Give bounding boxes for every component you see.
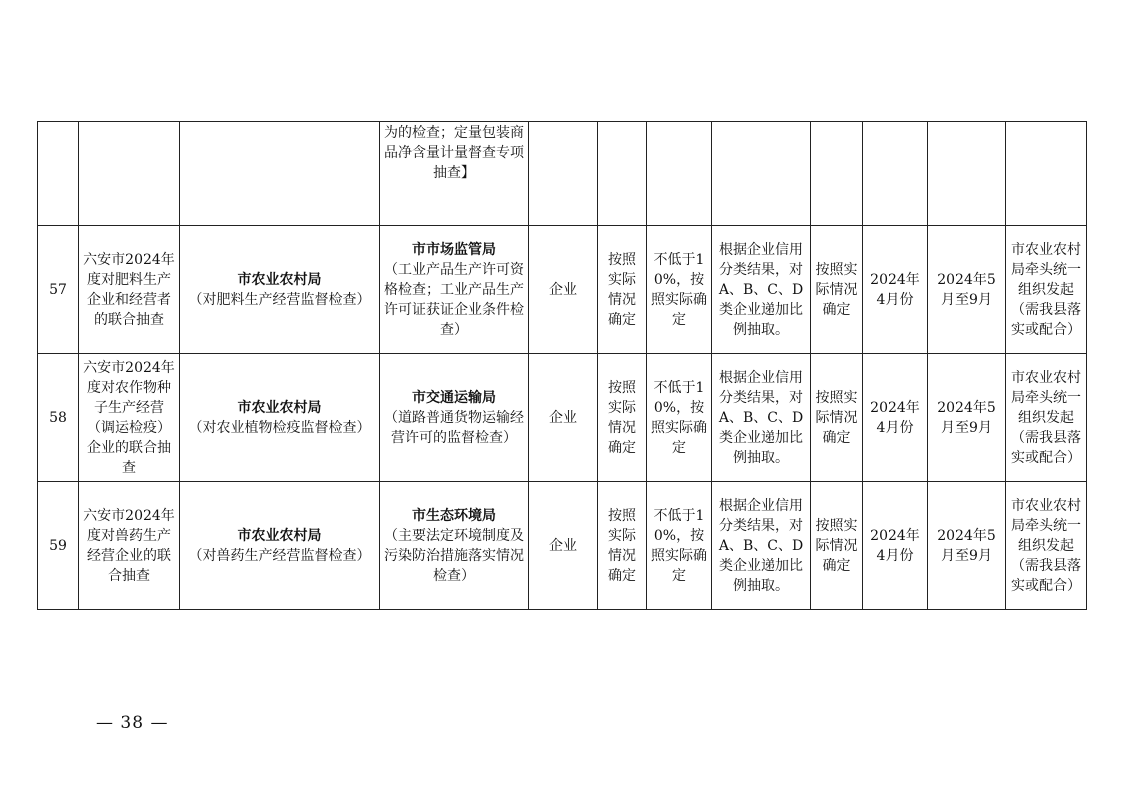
table-row — [38, 226, 1087, 354]
cell-object: 企业 — [529, 482, 598, 610]
cell-period: 2024年5月至9月 — [928, 482, 1006, 610]
cell-coop-dept — [380, 482, 529, 610]
cell-task-name: 六安市2024年度对肥料生产企业和经营者的联合抽查 — [79, 226, 180, 354]
cell-empty — [863, 122, 928, 226]
table-row-continuation — [38, 122, 1087, 226]
coop-dept-name: 市市场监管局 — [412, 241, 496, 258]
cell-empty — [180, 122, 380, 226]
cell-quantity: 按照实际情况确定 — [598, 226, 647, 354]
cell-empty — [598, 122, 647, 226]
cell-start-time: 2024年4月份 — [863, 482, 928, 610]
cell-task-name: 六安市2024年度对兽药生产经营企业的联合抽查 — [79, 482, 180, 610]
cell-empty — [38, 122, 79, 226]
cell-empty — [811, 122, 863, 226]
lead-dept-scope: （对兽药生产经营监督检查） — [188, 547, 371, 564]
cell-empty — [928, 122, 1006, 226]
cell-object: 企业 — [529, 226, 598, 354]
cell-object: 企业 — [529, 354, 598, 482]
coop-dept-scope: （工业产品生产许可资格检查；工业产品生产许可证获证企业条件检查） — [384, 261, 524, 338]
cell-period: 2024年5月至9月 — [928, 226, 1006, 354]
lead-dept-scope: （对农业植物检疫监督检查） — [188, 419, 371, 436]
cell-lead-dept — [180, 226, 380, 354]
cell-start-time: 2024年4月份 — [863, 226, 928, 354]
cell-lead-dept — [180, 354, 380, 482]
cell-method: 根据企业信用分类结果，对A、B、C、D类企业递加比例抽取。 — [712, 482, 811, 610]
cell-start-time: 2024年4月份 — [863, 354, 928, 482]
cell-empty — [647, 122, 712, 226]
cell-note: 市农业农村局牵头统一组织发起（需我县落实或配合） — [1006, 482, 1087, 610]
coop-dept-name: 市生态环境局 — [412, 507, 496, 524]
cell-quantity: 按照实际情况确定 — [598, 354, 647, 482]
lead-dept-name: 市农业农村局 — [237, 399, 322, 416]
cell-number: 58 — [38, 354, 79, 482]
cell-number: 59 — [38, 482, 79, 610]
cell-coop-dept — [380, 226, 529, 354]
cell-empty — [79, 122, 180, 226]
table-row — [38, 354, 1087, 482]
cell-lead-dept — [180, 482, 380, 610]
cell-ratio: 不低于10%，按照实际确定 — [647, 354, 712, 482]
cell-period: 2024年5月至9月 — [928, 354, 1006, 482]
lead-dept-name: 市农业农村局 — [237, 271, 322, 288]
cell-coop-dept-continued: 为的检查；定量包装商品净含量计量督查专项抽查】 — [380, 122, 529, 226]
lead-dept-name: 市农业农村局 — [237, 527, 322, 544]
coop-dept-name: 市交通运输局 — [412, 389, 496, 406]
cell-empty — [529, 122, 598, 226]
cell-frequency: 按照实际情况确定 — [811, 482, 863, 610]
cell-frequency: 按照实际情况确定 — [811, 354, 863, 482]
cell-ratio: 不低于10%，按照实际确定 — [647, 226, 712, 354]
coop-dept-scope: （道路普通货物运输经营许可的监督检查） — [384, 409, 524, 446]
inspection-plan-table — [37, 121, 1087, 610]
cell-coop-dept — [380, 354, 529, 482]
cell-method: 根据企业信用分类结果，对A、B、C、D类企业递加比例抽取。 — [712, 226, 811, 354]
cell-frequency: 按照实际情况确定 — [811, 226, 863, 354]
cell-task-name: 六安市2024年度对农作物种子生产经营（调运检疫）企业的联合抽查 — [79, 354, 180, 482]
cell-empty — [712, 122, 811, 226]
cell-quantity: 按照实际情况确定 — [598, 482, 647, 610]
cell-empty — [1006, 122, 1087, 226]
cell-number: 57 — [38, 226, 79, 354]
lead-dept-scope: （对肥料生产经营监督检查） — [188, 291, 371, 308]
coop-dept-scope: （主要法定环境制度及污染防治措施落实情况检查） — [384, 527, 524, 584]
table-row — [38, 482, 1087, 610]
page-number: — 38 — — [96, 713, 169, 733]
cell-ratio: 不低于10%，按照实际确定 — [647, 482, 712, 610]
cell-note: 市农业农村局牵头统一组织发起（需我县落实或配合） — [1006, 354, 1087, 482]
cell-method: 根据企业信用分类结果，对A、B、C、D类企业递加比例抽取。 — [712, 354, 811, 482]
cell-note: 市农业农村局牵头统一组织发起（需我县落实或配合） — [1006, 226, 1087, 354]
